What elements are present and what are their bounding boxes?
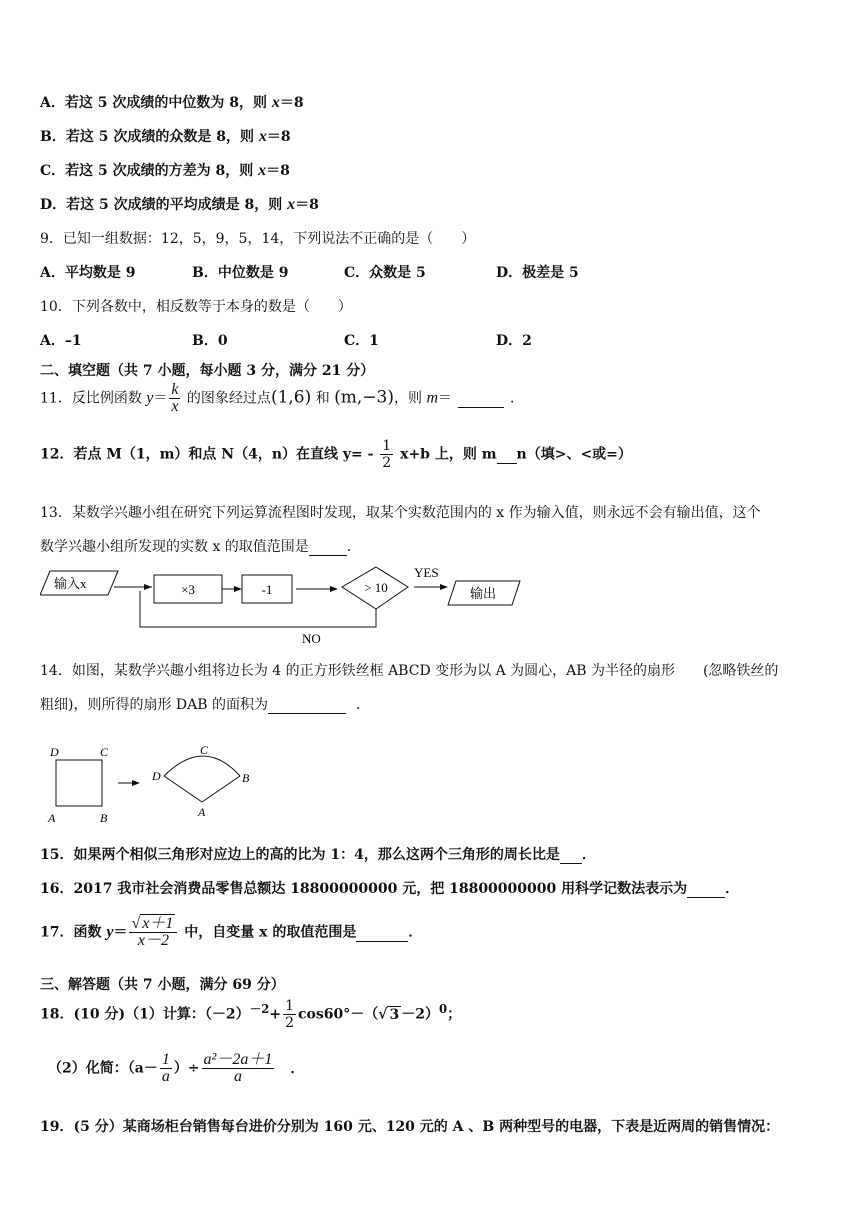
q18-p2-end: ． — [290, 1060, 305, 1077]
q11-tail: ，则 — [394, 390, 427, 407]
cos-term: cos60°－（ — [298, 1006, 379, 1023]
square-to-sector-figure — [40, 740, 280, 830]
math-var: x — [287, 196, 296, 213]
q10-stem: 10．下列各数中，相反数等于本身的数是（ ） — [40, 299, 352, 315]
sector-radius-ab — [202, 776, 240, 802]
loop-line — [140, 591, 376, 627]
sector-arc — [164, 756, 240, 776]
math-var: x — [258, 128, 267, 145]
q18-p2-pre: （2）化简：（a－ — [48, 1060, 158, 1077]
math-var: m — [426, 389, 439, 407]
fraction — [169, 382, 180, 415]
denominator: x－2 — [137, 932, 169, 949]
q11 — [40, 382, 524, 415]
q18-tail: －2） — [401, 1006, 439, 1023]
vertex-label: D — [50, 745, 59, 759]
q12-pre: 12．若点 M（1，m）和点 N（4，n）在直线 y= - — [40, 446, 379, 463]
q17-post: 中，自变量 x 的取值范围是 — [179, 924, 357, 941]
option-text: 若这 5 次成绩的平均成绩是 8，则 — [66, 197, 288, 213]
flowchart — [40, 565, 540, 647]
fraction — [380, 438, 393, 471]
q14-line-2 — [40, 694, 370, 714]
input-label: 输入x — [54, 576, 87, 591]
option-label: D． — [40, 197, 67, 213]
q15 — [40, 844, 596, 864]
option-label: C． — [40, 163, 66, 179]
q14-text: 粗细)，则所得的扇形 DAB 的面积为 — [40, 697, 268, 713]
q8-option-d — [40, 194, 319, 214]
option-text: 若这 5 次成绩的方差为 8，则 — [65, 163, 259, 179]
multiply-label: ×3 — [181, 582, 195, 597]
condition-label: > 10 — [364, 580, 388, 595]
vertex-label: A — [198, 805, 206, 819]
arrowhead — [132, 780, 140, 786]
numerator: k — [171, 381, 179, 398]
exponent: 0 — [438, 1001, 448, 1016]
vertex-label: B — [242, 771, 250, 785]
denominator: x — [171, 398, 179, 415]
q9-option-b: B．中位数是 9 — [192, 265, 289, 281]
q18-p2-mid: ）÷ — [173, 1060, 200, 1077]
q14-end: ． — [356, 697, 370, 713]
square-abcd — [56, 760, 102, 806]
q9-option-c: C．众数是 5 — [344, 265, 426, 281]
section-2-heading: 二、填空题（共 7 小题，每小题 3 分，满分 21 分） — [40, 363, 375, 379]
q10-option-b: B．0 — [192, 333, 228, 349]
q13-line-1: 13．某数学兴趣小组在研究下列运算流程图时发现，取某个实数范围内的 x 作为输入值，则永远不会有输出值，这个 — [40, 505, 761, 521]
vertex-label: D — [152, 769, 161, 783]
fraction — [160, 1052, 172, 1085]
q9-option-d: D．极差是 5 — [496, 265, 579, 281]
exponent: －2 — [249, 1001, 270, 1016]
option-tail: ＝8 — [266, 129, 291, 145]
q16-text: 16．2017 我市社会消费品零售总额达 18800000000 元，把 18800000000 用科学记数法表示为 — [40, 881, 688, 897]
arrowhead — [330, 586, 338, 592]
q17-end: ． — [408, 924, 423, 941]
option-tail: ＝8 — [266, 163, 290, 179]
math-eq: ＝ — [438, 390, 453, 407]
radicand: 3 — [389, 1006, 400, 1023]
radicand: x＋1 — [142, 915, 174, 932]
q8-option-a — [40, 92, 304, 112]
q15-end: ． — [581, 847, 596, 863]
vertex-label: B — [100, 811, 108, 825]
q16 — [40, 878, 739, 898]
fraction — [202, 1052, 275, 1085]
q12-post: x+b 上，则 m — [395, 446, 497, 463]
answer-blank — [309, 539, 347, 556]
option-tail: ＝8 — [279, 95, 304, 111]
answer-blank — [356, 925, 408, 942]
q12-post2: n（填>、<或=） — [516, 446, 632, 463]
math-var: y — [106, 923, 114, 941]
numerator: 1 — [382, 438, 392, 454]
denominator: a — [233, 1068, 242, 1085]
denominator: a — [161, 1068, 170, 1085]
q8-option-c — [40, 160, 290, 180]
yes-label: YES — [414, 565, 439, 580]
q15-text: 15．如果两个相似三角形对应边上的高的比为 1：4，那么这两个三角形的周长比是 — [40, 847, 560, 863]
q18-part-2 — [48, 1052, 304, 1085]
denominator: 2 — [382, 455, 392, 471]
q11-end: ． — [510, 390, 525, 407]
vertex-label: C — [100, 745, 109, 759]
q12 — [40, 438, 632, 471]
q10-option-c: C．1 — [344, 333, 379, 349]
sector-radius-ad — [164, 776, 202, 802]
math-var: x — [258, 162, 267, 179]
answer-blank — [687, 881, 725, 898]
q16-end: ． — [725, 881, 740, 897]
point-2: (m,−3) — [334, 387, 395, 408]
option-text: 若这 5 次成绩的众数是 8，则 — [65, 129, 259, 145]
option-text: 若这 5 次成绩的中位数为 8，则 — [64, 95, 272, 111]
q11-mid: 的图象经过点 — [182, 390, 271, 407]
q10-option-a: A．–1 — [40, 333, 82, 349]
output-label: 输出 — [470, 586, 497, 601]
subtract-label: -1 — [261, 582, 273, 597]
point-1: (1,6) — [270, 387, 312, 408]
q13-end: ． — [346, 539, 361, 555]
q10-option-d: D．2 — [496, 333, 532, 349]
numerator: a²－2a＋1 — [203, 1051, 273, 1068]
q19: 19．(5 分）某商场柜台销售每台进价分别为 160 元、120 元的 A 、B 两种型号的电器，下表是近两周的销售情况： — [40, 1119, 780, 1135]
q8-option-b — [40, 126, 291, 146]
arrowhead — [234, 586, 242, 592]
math-eq: ＝ — [153, 390, 168, 407]
vertex-label: A — [48, 811, 56, 825]
option-label: A． — [40, 95, 65, 111]
q9-option-a: A．平均数是 9 — [40, 265, 136, 281]
fraction — [129, 916, 177, 949]
q18-part-1 — [40, 998, 461, 1031]
answer-blank — [458, 391, 504, 408]
option-tail: ＝8 — [295, 197, 319, 213]
fraction — [283, 998, 296, 1031]
q13-text: 数学兴趣小组所发现的实数 x 的取值范围是 — [40, 539, 309, 555]
q13-line-2 — [40, 536, 361, 556]
q17-pre: 17．函数 — [40, 924, 107, 941]
math-var: y — [146, 389, 154, 407]
vertex-label: C — [200, 743, 209, 757]
numerator: 1 — [161, 1051, 170, 1068]
numerator: 1 — [285, 998, 295, 1014]
no-label: NO — [302, 631, 321, 646]
answer-blank — [560, 847, 582, 864]
answer-blank — [497, 447, 517, 464]
q17 — [40, 916, 422, 949]
arrowhead — [440, 584, 448, 590]
q18-end: ； — [447, 1006, 462, 1023]
math-var: x — [271, 94, 280, 111]
answer-blank — [268, 697, 346, 714]
q14-line-1: 14．如图，某数学兴趣小组将边长为 4 的正方形铁丝框 ABCD 变形为以 A 为圆心，AB 为半径的扇形 (忽略铁丝的 — [40, 663, 779, 679]
q18-pre: 18．(10 分)（1）计算：（－2） — [40, 1006, 250, 1023]
arrowhead — [144, 584, 152, 590]
sqrt-symbol: √ — [378, 1006, 388, 1023]
plus-sign: + — [269, 1006, 282, 1023]
section-3-heading: 三、解答题（共 7 小题，满分 69 分） — [40, 977, 285, 993]
q11-pre: 11．反比例函数 — [40, 390, 147, 407]
q9-stem: 9．已知一组数据：12，5，9，5，14，下列说法不正确的是（ ） — [40, 231, 476, 247]
option-label: B． — [40, 129, 66, 145]
math-eq: ＝ — [113, 924, 128, 941]
numerator: √ x＋1 — [129, 916, 177, 933]
denominator: 2 — [285, 1015, 295, 1031]
q11-and: 和 — [311, 390, 335, 407]
